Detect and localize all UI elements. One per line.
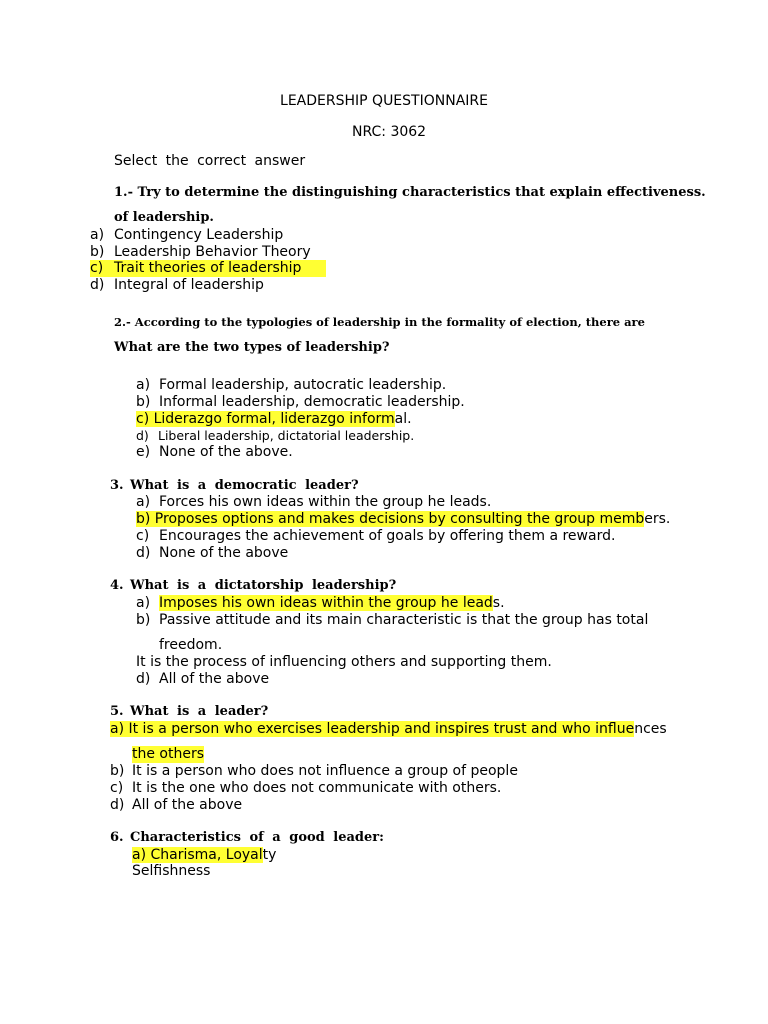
option-text: Leadership Behavior Theory <box>114 244 311 260</box>
option-marker: e) <box>136 444 151 460</box>
q5-option-a-continuation: the others <box>132 746 205 762</box>
option-marker: c) <box>90 260 104 276</box>
q1-option-a <box>90 227 284 244</box>
option-marker: d) <box>136 428 149 443</box>
q4-option-c: It is the process of influencing others and supporting them. <box>136 654 552 670</box>
option-marker: a) <box>136 377 151 393</box>
option-text: None of the above <box>159 545 289 561</box>
q5-option-b <box>110 763 518 780</box>
q4-option-a-correct <box>136 595 505 612</box>
nrc-code: NRC: 3062 <box>352 124 427 140</box>
option-text: Encourages the achievement of goals by offering them a reward. <box>159 528 616 544</box>
q4-option-b-continuation: freedom. <box>159 637 223 653</box>
option-text: Passive attitude and its main characteristic is that the group has total <box>159 612 649 628</box>
option-text: Integral of leadership <box>114 277 264 293</box>
option-text: None of the above. <box>159 444 293 460</box>
q6-option-a-correct <box>132 847 276 864</box>
highlighted-text: b) Proposes options and makes decisions by consulting the group memb <box>136 511 645 527</box>
option-text: It is the one who does not communicate with others. <box>132 780 502 796</box>
question-text: Characteristics of a good leader: <box>130 830 384 845</box>
q5-question <box>110 704 269 720</box>
question-number: 6. <box>110 830 124 845</box>
q1-option-c-correct <box>90 260 326 277</box>
highlighted-text: a) It is a person who exercises leadership and inspires trust and who influe <box>110 721 635 737</box>
question-number: 4. <box>110 578 124 593</box>
option-text-rest: ty <box>262 847 277 863</box>
option-text: Informal leadership, democratic leadership. <box>159 394 465 410</box>
option-marker: b) <box>136 394 151 410</box>
option-marker: b) <box>90 244 105 260</box>
q3-option-b-correct <box>136 511 670 528</box>
option-marker: d) <box>136 545 151 561</box>
option-marker: b) <box>136 612 151 628</box>
option-text: All of the above <box>159 671 270 687</box>
question-number: 3. <box>110 478 124 493</box>
option-text-rest: s. <box>492 595 505 611</box>
q6-option-b: Selfishness <box>132 863 211 879</box>
highlighted-text: a) Charisma, Loyal <box>132 847 263 863</box>
option-marker: b) <box>110 763 125 779</box>
q1-text-line2: of leadership. <box>114 210 214 225</box>
option-marker: a) <box>90 227 105 243</box>
q3-option-c <box>136 528 616 545</box>
q3-option-a <box>136 494 492 511</box>
option-marker: d) <box>90 277 105 293</box>
question-text: What is a dictatorship leadership? <box>130 578 397 593</box>
q2-text-line2: What are the two types of leadership? <box>114 340 390 355</box>
question-text: What is a democratic leader? <box>130 478 359 493</box>
q5-option-c <box>110 780 502 797</box>
q6-question <box>110 830 384 846</box>
q2-option-a <box>136 377 447 394</box>
highlighted-text: c) Liderazgo formal, liderazgo inform <box>136 411 395 427</box>
q2-option-d <box>136 428 415 443</box>
q1-option-b <box>90 244 311 261</box>
option-marker: d) <box>136 671 151 687</box>
option-text-rest: nces <box>634 721 667 737</box>
option-marker: a) <box>136 595 151 611</box>
question-number: 5. <box>110 704 124 719</box>
document-title: LEADERSHIP QUESTIONNAIRE <box>280 93 488 109</box>
q3-question <box>110 478 359 494</box>
option-marker: d) <box>110 797 125 813</box>
q1-text-line1: 1.- Try to determine the distinguishing characteristics that explain effectiveness. <box>114 185 706 200</box>
question-text: What is a leader? <box>130 704 269 719</box>
q4-option-d <box>136 671 270 688</box>
option-text: Contingency Leadership <box>114 227 284 243</box>
q2-option-e <box>136 444 293 461</box>
option-text-rest: ers. <box>644 511 671 527</box>
q5-option-d <box>110 797 243 814</box>
q1-option-d <box>90 277 264 294</box>
q3-option-d <box>136 545 289 562</box>
option-text: Liberal leadership, dictatorial leadership. <box>158 428 415 443</box>
q5-option-a-correct <box>110 721 667 738</box>
option-text: Forces his own ideas within the group he leads. <box>159 494 492 510</box>
option-text: Trait theories of leadership <box>114 260 302 276</box>
q4-option-b <box>136 612 649 629</box>
q2-option-b <box>136 394 465 411</box>
option-text: All of the above <box>132 797 243 813</box>
option-text-rest: al. <box>394 411 412 427</box>
option-marker: c) <box>136 528 150 544</box>
q2-option-c-correct <box>136 411 412 428</box>
instruction-text: Select the correct answer <box>114 153 306 169</box>
option-text: It is a person who does not influence a group of people <box>132 763 518 779</box>
q2-text-line1: 2.- According to the typologies of leadership in the formality of election, there are <box>114 315 645 329</box>
highlighted-text: Imposes his own ideas within the group he lead <box>159 595 493 611</box>
q4-question <box>110 578 397 594</box>
option-marker: c) <box>110 780 124 796</box>
option-text: Formal leadership, autocratic leadership. <box>159 377 447 393</box>
option-marker: a) <box>136 494 151 510</box>
